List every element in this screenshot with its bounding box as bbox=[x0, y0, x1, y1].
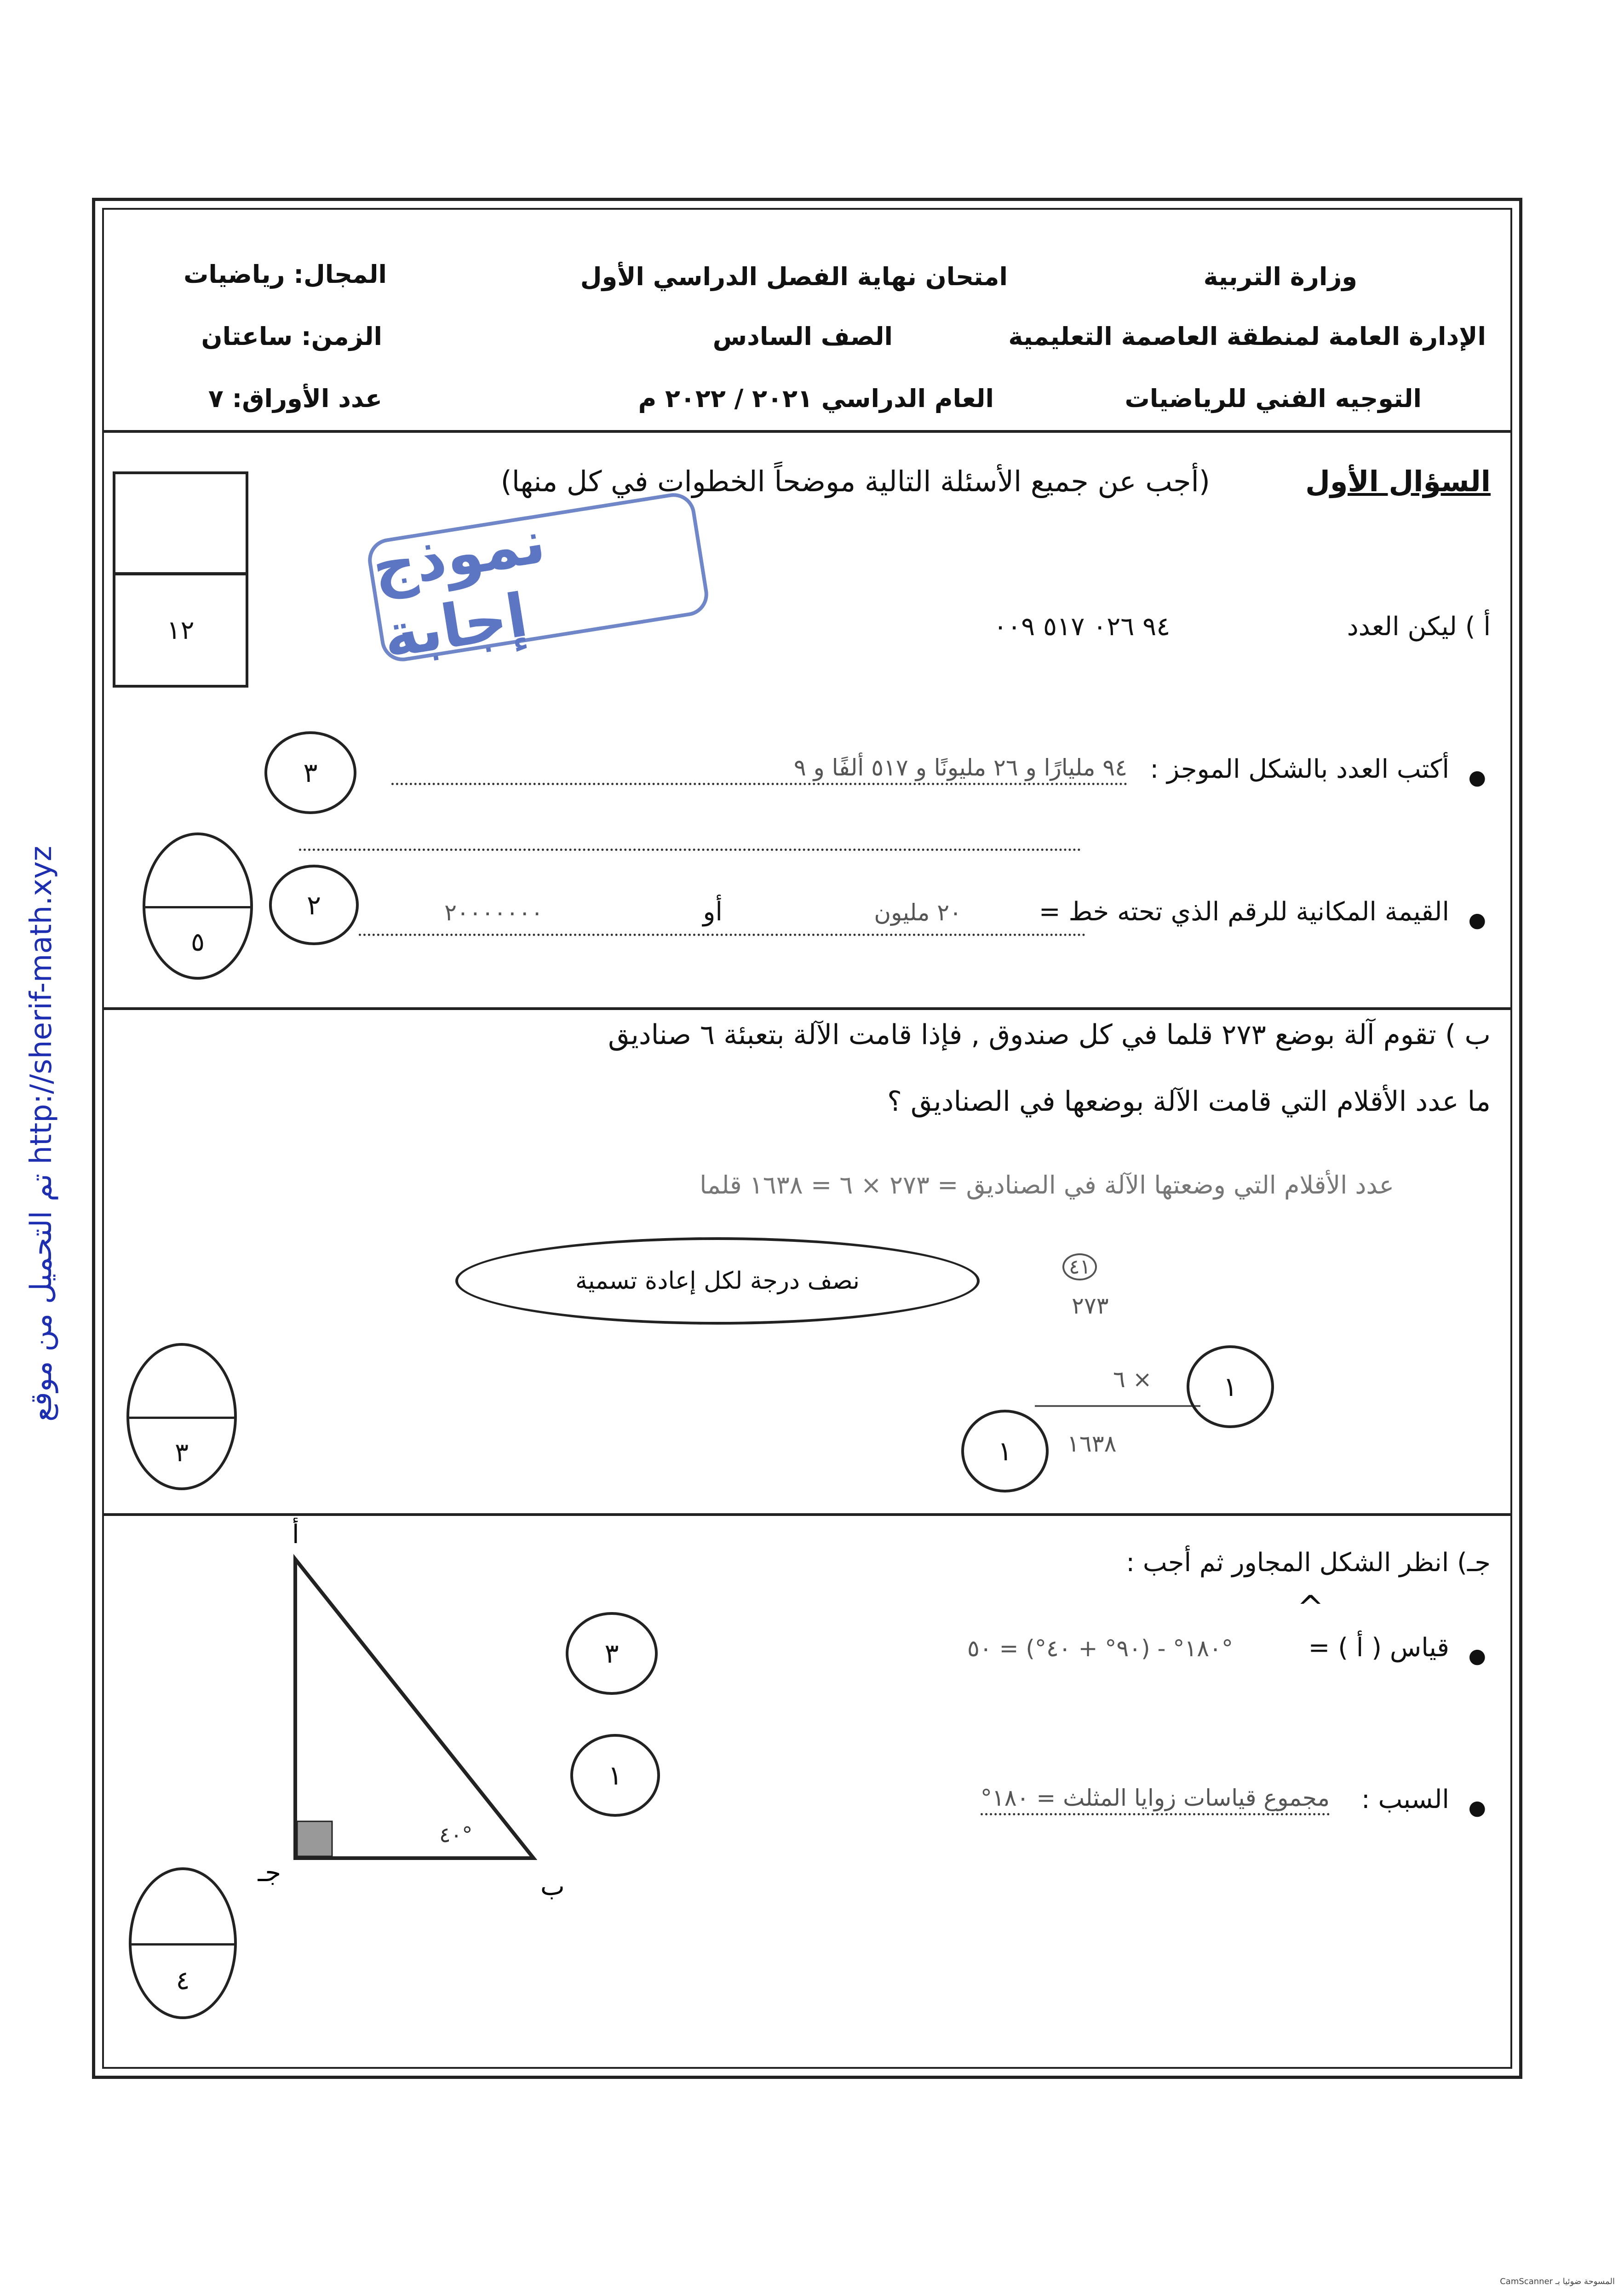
mul-mark-a bbox=[1187, 1345, 1274, 1428]
mul-line bbox=[1035, 1405, 1200, 1407]
part-a-divider bbox=[102, 1007, 1512, 1010]
mul-by: ٦ × bbox=[1113, 1366, 1152, 1393]
header-year: العام الدراسي ٢٠٢١ / ٢٠٢٢ م bbox=[638, 384, 994, 413]
bullet-4: ● bbox=[1468, 1796, 1486, 1820]
score-box-value: ١٢ bbox=[166, 615, 195, 645]
score-box-top bbox=[113, 471, 248, 575]
header-pages: عدد الأوراق: ٧ bbox=[208, 384, 382, 413]
score-box-bottom bbox=[113, 573, 248, 688]
mul-result: ١٦٣٨ bbox=[1067, 1430, 1117, 1457]
mul-mark-b-value: ١ bbox=[998, 1435, 1012, 1467]
bullet-1: ● bbox=[1468, 766, 1486, 789]
part-b-line1: ب ) تقوم آلة بوضع ٢٧٣ قلما في كل صندوق , فإذا قامت الآلة بتعبئة ٦ صناديق bbox=[608, 1019, 1491, 1051]
measure-answer: ١٨٠° - (٩٠° + ٤٠°) = ٥٠° bbox=[967, 1635, 1233, 1662]
b2-label: القيمة المكانية للرقم الذي تحته خط = bbox=[1039, 897, 1449, 927]
b1-mark-value: ٣ bbox=[303, 757, 318, 788]
bullet-2: ● bbox=[1468, 908, 1486, 932]
part-b-line2: ما عدد الأقلام التي قامت الآلة بوضعها في الصناديق ؟ bbox=[887, 1085, 1491, 1118]
b2-mark-value: ٢ bbox=[306, 889, 321, 921]
part-b-divider bbox=[102, 1513, 1512, 1516]
vertex-b-label: ب bbox=[540, 1871, 565, 1901]
b2-answer-2: ٢٠٠٠٠٠٠٠ bbox=[444, 899, 543, 926]
q1-instruction: (أجب عن جميع الأسئلة التالية موضحاً الخطوات في كل منها) bbox=[500, 465, 1210, 498]
b2-mark bbox=[269, 865, 359, 945]
part-a-intro: أ ) ليكن العدد bbox=[1347, 612, 1491, 642]
carry-digits: ٤١ bbox=[1062, 1253, 1097, 1280]
q1-title: السؤال الأول bbox=[1305, 465, 1491, 498]
note-ellipse bbox=[455, 1237, 980, 1325]
header-time: الزمن: ساعتان bbox=[201, 322, 382, 351]
right-triangle-figure bbox=[258, 1518, 607, 1913]
b2-dotted-line bbox=[359, 934, 1085, 936]
reason-mark-value: ١ bbox=[608, 1760, 623, 1791]
part-b-oval bbox=[126, 1343, 237, 1490]
part-a-oval bbox=[143, 832, 253, 980]
b1-extra-line bbox=[299, 849, 1081, 851]
part-a-number: ٩٤ ٠٢٦ ٥١٧ ٠٠٩ bbox=[993, 612, 1171, 642]
vertex-a-label: أ bbox=[292, 1520, 299, 1550]
measure-mark-value: ٣ bbox=[604, 1638, 619, 1669]
vertex-c-label: جـ bbox=[258, 1858, 281, 1888]
header-directorate: الإدارة العامة لمنطقة العاصمة التعليمية bbox=[1008, 322, 1486, 351]
bullet-3: ● bbox=[1468, 1644, 1486, 1668]
note-text: نصف درجة لكل إعادة تسمية bbox=[575, 1267, 860, 1295]
triangle-shape bbox=[295, 1559, 534, 1858]
b2-or: أو bbox=[703, 897, 723, 927]
right-angle-marker bbox=[297, 1821, 332, 1856]
b2-answer-1: ٢٠ مليون bbox=[874, 899, 962, 926]
side-watermark: تم التحميل من موقع http://sherif-math.xyz bbox=[24, 846, 58, 1422]
mul-mark-a-value: ١ bbox=[1223, 1371, 1238, 1402]
b1-answer: ٩٤ مليارًا و ٢٦ مليونًا و ٥١٧ ألفًا و ٩ bbox=[391, 754, 1127, 785]
part-a-oval-value: ٥ bbox=[190, 927, 205, 957]
measure-label: قياس ( أ ) = bbox=[1308, 1633, 1449, 1663]
part-c-oval bbox=[129, 1867, 237, 2019]
side-watermark-wrap bbox=[18, 823, 64, 1444]
part-b-oval-value: ٣ bbox=[174, 1437, 189, 1468]
mul-mark-b bbox=[961, 1410, 1049, 1492]
angle-hat-icon: ^ bbox=[1297, 1589, 1324, 1626]
header-grade: الصف السادس bbox=[712, 322, 893, 351]
reason-label: السبب : bbox=[1361, 1785, 1449, 1814]
header-subject: المجال: رياضيات bbox=[184, 260, 387, 289]
header-supervision: التوجيه الفني للرياضيات bbox=[1125, 384, 1422, 413]
header-exam-title: امتحان نهاية الفصل الدراسي الأول bbox=[580, 262, 1008, 291]
footer-scanner: CamScanner المسوحة ضوئيا بـ bbox=[1500, 2277, 1615, 2286]
header-ministry: وزارة التربية bbox=[1203, 262, 1357, 291]
mul-top: ٢٧٣ bbox=[1072, 1292, 1109, 1319]
part-c-oval-value: ٤ bbox=[176, 1966, 190, 1996]
part-b-solution: عدد الأقلام التي وضعتها الآلة في الصناديق = ٢٧٣ × ٦ = ١٦٣٨ قلما bbox=[700, 1171, 1394, 1200]
angle-b-label: ٤٠° bbox=[439, 1822, 473, 1847]
reason-answer: مجموع قياسات زوايا المثلث = ١٨٠° bbox=[981, 1785, 1330, 1815]
part-c-intro: جـ) انظر الشكل المجاور ثم أجب : bbox=[1126, 1548, 1491, 1578]
header-divider bbox=[102, 430, 1512, 433]
b1-mark bbox=[264, 731, 356, 814]
stamp-text: نموذج إجابة bbox=[367, 506, 550, 672]
b1-label: أكتب العدد بالشكل الموجز : bbox=[1150, 754, 1449, 784]
